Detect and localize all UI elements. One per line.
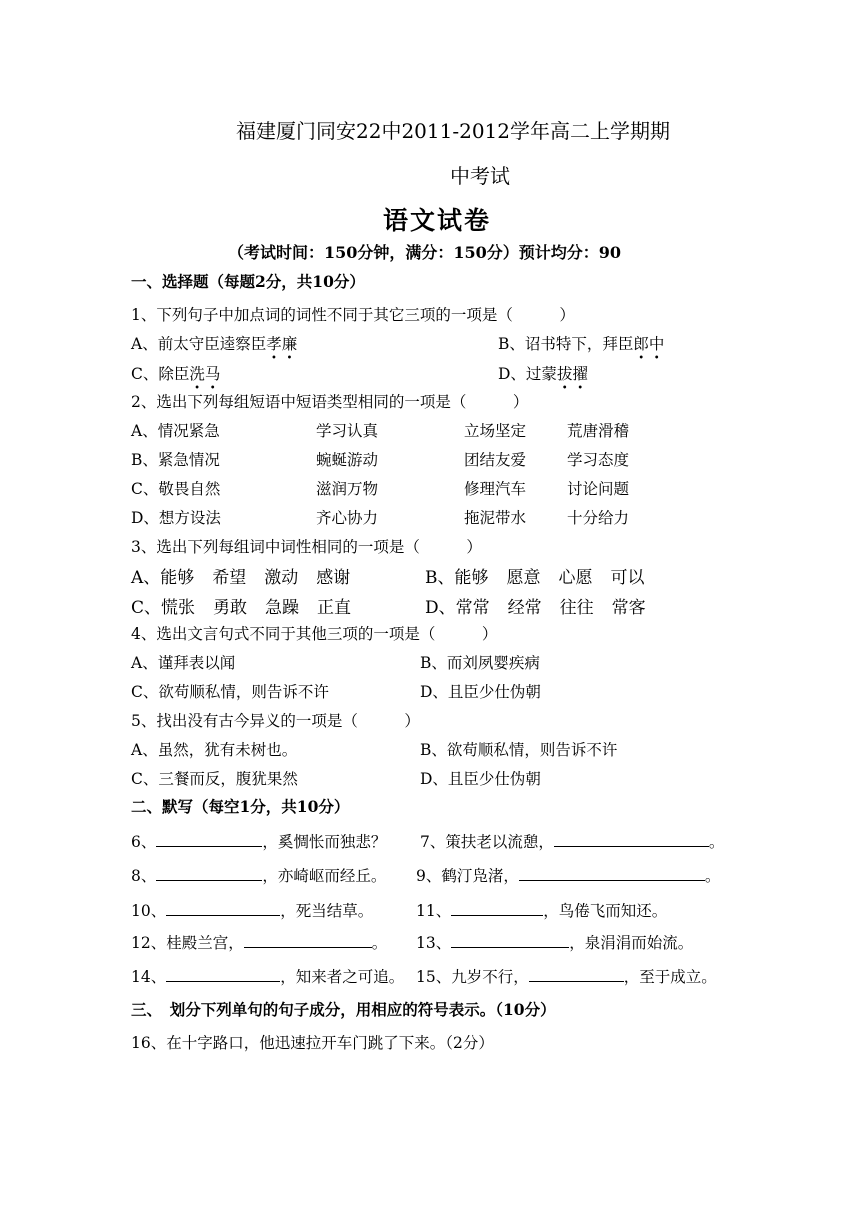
q8: 8、 ，亦崎岖而经丘。 [131,867,387,885]
q4-option-c: C、欲苟顺私情，则告诉不许 [131,683,329,701]
q2-row-d-4: 十分给力 [567,509,630,527]
q12-blank[interactable] [244,933,372,948]
q13: 13、 ，泉涓涓而始流。 [416,934,694,952]
q3-option-d: D、常常 经常 往往 常客 [425,598,646,618]
q2-row-b-3: 团结友爱 [464,451,527,469]
q5-option-d: D、且臣少仕伪朝 [420,770,541,788]
q2-row-a-1: A、情况紧急 [131,422,220,440]
q11-blank[interactable] [451,901,543,916]
q1-option-b: B、诏书特下，拜臣郎中 [498,335,665,353]
q4-option-a: A、谨拜表以闻 [131,654,236,672]
document-title-line1: 福建厦门同安22中2011-2012学年高二上学期期 [236,119,671,143]
q1-stem: 1、下列句子中加点词的词性不同于其它三项的一项是（ ） [131,306,575,324]
q2-row-c-3: 修理汽车 [464,480,527,498]
q2-row-c-4: 讨论问题 [567,480,630,498]
section1-heading: 一、选择题（每题2分，共10分） [131,272,365,291]
q6: 6、 ，奚惆怅而独悲？ [131,833,387,851]
q13-blank[interactable] [451,933,569,948]
q3-option-c: C、慌张 勇敢 急躁 正直 [131,598,352,618]
q5-option-a: A、虽然，犹有未树也。 [131,741,298,759]
q3-stem: 3、选出下列每组词中词性相同的一项是（ ） [131,538,482,556]
q4-option-d: D、且臣少仕伪朝 [420,683,541,701]
q9-blank[interactable] [519,866,705,881]
q14-blank[interactable] [166,967,280,982]
q2-row-b-1: B、紧急情况 [131,451,220,469]
q2-row-b-2: 蜿蜒游动 [316,451,379,469]
q4-option-b: B、而刘夙婴疾病 [420,654,540,672]
q12: 12、桂殿兰宫， 。 [131,934,388,952]
section2-heading: 二、默写（每空1分，共10分） [131,797,350,816]
section3-heading: 三、 划分下列单句的句子成分，用相应的符号表示。（10分） [131,1000,556,1019]
q15-blank[interactable] [529,967,624,982]
q2-row-a-3: 立场坚定 [464,422,527,440]
q2-row-d-1: D、想方设法 [131,509,221,527]
q2-row-c-1: C、敬畏自然 [131,480,221,498]
q5-stem: 5、找出没有古今异义的一项是（ ） [131,712,420,730]
exam-info: （考试时间：150分钟，满分：150分）预计均分：90 [228,243,622,262]
q4-stem: 4、选出文言句式不同于其他三项的一项是（ ） [131,625,498,643]
q2-row-a-2: 学习认真 [316,422,379,440]
q14: 14、 ，知来者之可追。 [131,968,405,986]
q2-row-c-2: 滋润万物 [316,480,379,498]
q5-option-c: C、三餐而反，腹犹果然 [131,770,298,788]
q7-blank[interactable] [554,832,709,847]
q1-option-a: A、前太守臣逵察臣孝廉 [131,335,298,353]
q2-stem: 2、选出下列每组短语中短语类型相同的一项是（ ） [131,393,529,411]
q8-blank[interactable] [156,866,262,881]
q16: 16、在十字路口，他迅速拉开车门跳了下来。（2分） [131,1034,494,1052]
q2-row-b-4: 学习态度 [567,451,630,469]
q15: 15、九岁不行， ，至于成立。 [416,968,717,986]
q7: 7、策扶老以流憩， 。 [420,833,725,851]
q3-option-b: B、能够 愿意 心愿 可以 [425,568,645,588]
q10: 10、 ，死当结草。 [131,902,374,920]
q10-blank[interactable] [166,901,280,916]
q11: 11、 ，鸟倦飞而知还。 [416,902,668,920]
q1-option-d: D、过蒙拔擢 [498,365,588,383]
q2-row-d-3: 拖泥带水 [464,509,527,527]
q2-row-d-2: 齐心协力 [316,509,379,527]
document-subtitle: 语文试卷 [383,206,492,235]
q5-option-b: B、欲苟顺私情，则告诉不许 [420,741,618,759]
q9: 9、鹤汀凫渚， 。 [416,867,721,885]
q3-option-a: A、能够 希望 激动 感谢 [131,568,351,588]
q1-option-c: C、除臣洗马 [131,365,221,383]
document-title-line2: 中考试 [450,164,510,188]
q2-row-a-4: 荒唐滑稽 [567,422,630,440]
q6-blank[interactable] [156,832,262,847]
